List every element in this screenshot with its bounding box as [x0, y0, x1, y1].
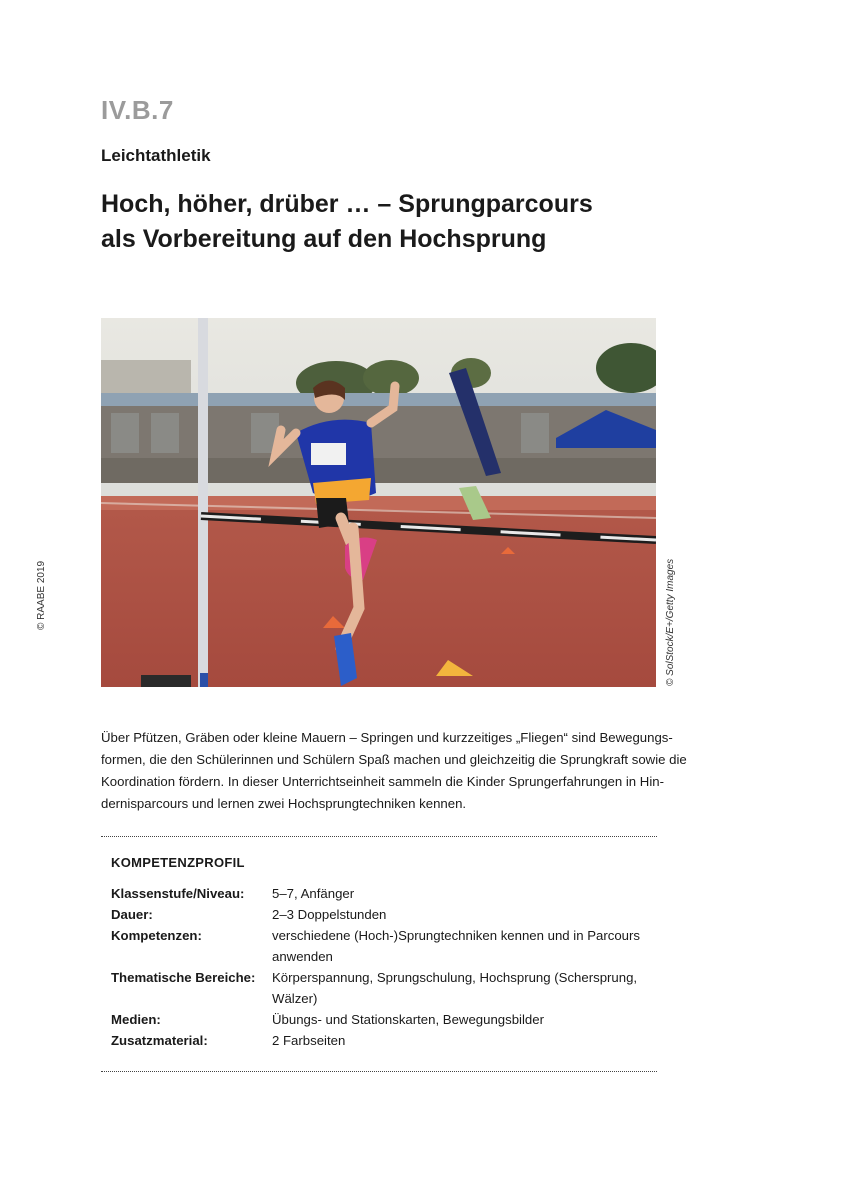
profile-row	[111, 1009, 651, 1030]
page-title-line: als Vorbereitung auf den Hochsprung	[101, 225, 547, 253]
profile-row	[111, 1030, 651, 1051]
photo-high-jump-child	[101, 318, 656, 687]
profile-value	[272, 883, 651, 904]
profile-label: Thematische Bereiche:	[111, 970, 256, 985]
photo-credit-text: © SolStock/E+/Getty Images	[665, 558, 676, 686]
profile-label: Klassenstufe/Niveau:	[111, 886, 245, 901]
profile-value	[272, 904, 651, 925]
copyright-text: © RAABE 2019	[36, 560, 47, 630]
intro-line: Über Pfützen, Gräben oder kleine Mauern – Springen und kurzzeitiges „Fliegen“ sind Bewegungs-	[101, 730, 673, 745]
profile-row	[111, 904, 651, 925]
intro-line: Koordination fördern. In dieser Unterrichtseinheit sammeln die Kinder Sprungerfahrungen in Hin-	[101, 774, 664, 789]
profile-value-line: 5–7, Anfänger	[272, 886, 355, 901]
profile-value-line: Körperspannung, Sprungschulung, Hochsprung (Schersprung,	[272, 970, 638, 985]
profile-label: Medien:	[111, 1012, 161, 1027]
profile-value-line: 2–3 Doppelstunden	[272, 907, 387, 922]
section-code: IV.B.7	[101, 95, 174, 125]
page-title-line: Hoch, höher, drüber … – Sprungparcours	[101, 190, 593, 218]
profile-value-line: anwenden	[272, 949, 333, 964]
intro-line: dernisparcours und lernen zwei Hochsprungtechniken kennen.	[101, 796, 467, 811]
profile-label: Kompetenzen:	[111, 928, 202, 943]
subject-heading: Leichtathletik	[101, 146, 211, 165]
profile-value	[272, 925, 651, 967]
profile-heading: KOMPETENZPROFIL	[111, 855, 245, 870]
competence-profile-table	[111, 883, 651, 1051]
profile-row	[111, 967, 651, 1009]
profile-row	[111, 883, 651, 904]
profile-value	[272, 1030, 651, 1051]
profile-value-line: 2 Farbseiten	[272, 1033, 346, 1048]
photo-credit	[662, 555, 680, 690]
profile-value	[272, 967, 651, 1009]
copyright-note	[32, 560, 52, 640]
profile-label: Zusatzmaterial:	[111, 1033, 208, 1048]
dotted-divider-top	[101, 836, 657, 837]
profile-value-line: Übungs- und Stationskarten, Bewegungsbilder	[272, 1012, 544, 1027]
profile-value	[272, 1009, 651, 1030]
page-title	[101, 187, 701, 257]
profile-value-line: verschiedene (Hoch-)Sprungtechniken kennen und in Parcours	[272, 928, 641, 943]
profile-value-line: Wälzer)	[272, 991, 318, 1006]
profile-row	[111, 925, 651, 967]
profile-label: Dauer:	[111, 907, 153, 922]
intro-line: formen, die den Schülerinnen und Schülern Spaß machen und gleichzeitig die Sprungkraft sowie die	[101, 752, 687, 767]
intro-paragraph	[101, 727, 687, 815]
dotted-divider-bottom	[101, 1071, 657, 1072]
